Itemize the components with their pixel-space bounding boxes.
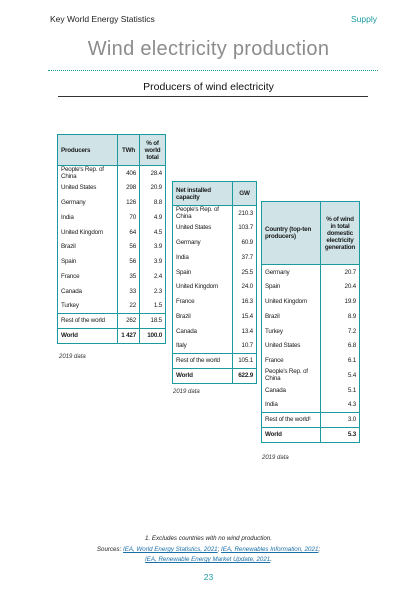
row-value: 126 bbox=[118, 195, 140, 210]
row-label: Germany bbox=[176, 238, 201, 246]
producers-table-body bbox=[58, 166, 166, 344]
world-total-row bbox=[262, 427, 360, 442]
row-value: 70 bbox=[118, 210, 140, 225]
table-row bbox=[262, 309, 360, 324]
table-row bbox=[262, 279, 360, 294]
table-row bbox=[58, 210, 166, 225]
row-label: World bbox=[173, 368, 233, 383]
row-value: 6.8 bbox=[321, 338, 360, 353]
table-row bbox=[58, 239, 166, 254]
sources-separator: ; bbox=[318, 546, 321, 553]
rest-of-world-row bbox=[262, 412, 360, 427]
row-value: 1.5 bbox=[140, 299, 166, 314]
table2-note: 2019 data bbox=[173, 389, 200, 395]
row-value: 25.5 bbox=[233, 265, 257, 280]
row-value: 5.1 bbox=[321, 383, 360, 398]
row-label: People's Rep. of China bbox=[176, 206, 219, 221]
row-label: Canada bbox=[176, 327, 197, 335]
row-value: 6.1 bbox=[321, 353, 360, 368]
gw-header: GW bbox=[233, 182, 257, 206]
row-value: 20.4 bbox=[321, 279, 360, 294]
row-value: 210.3 bbox=[233, 206, 257, 221]
row-label: Brazil bbox=[176, 312, 191, 320]
table1-note: 2019 data bbox=[59, 354, 86, 360]
world-total-row bbox=[58, 328, 166, 343]
table-row bbox=[262, 324, 360, 339]
row-value: 622.9 bbox=[233, 368, 257, 383]
row-label: India bbox=[176, 253, 189, 261]
row-label: Spain bbox=[176, 268, 192, 276]
row-value: 64 bbox=[118, 225, 140, 240]
row-label: Turkey bbox=[61, 302, 79, 310]
table-row bbox=[173, 309, 257, 324]
source-link-renewable-energy-market-update[interactable]: IEA, Renewable Energy Market Update, 2021 bbox=[145, 556, 271, 563]
row-value: 22 bbox=[118, 299, 140, 314]
table-row bbox=[173, 250, 257, 265]
table-row bbox=[262, 294, 360, 309]
row-value: 24.0 bbox=[233, 279, 257, 294]
row-value: 60.9 bbox=[233, 235, 257, 250]
table3-note: 2019 data bbox=[262, 455, 289, 461]
row-value: 20.9 bbox=[140, 180, 166, 195]
row-label: India bbox=[265, 401, 278, 409]
table-row bbox=[262, 353, 360, 368]
row-label: Rest of the world¹ bbox=[262, 412, 321, 427]
table-row bbox=[262, 338, 360, 353]
wind-share-header: % of wind in total domestic electricity generation bbox=[321, 202, 360, 265]
row-label: Spain bbox=[61, 258, 77, 266]
row-value: 7.2 bbox=[321, 324, 360, 339]
capacity-table bbox=[172, 181, 257, 384]
row-label: Canada bbox=[61, 287, 82, 295]
row-label: World bbox=[58, 328, 118, 343]
row-value: 20.7 bbox=[321, 265, 360, 280]
row-label: World bbox=[262, 427, 321, 442]
table-row bbox=[173, 294, 257, 309]
row-value: 56 bbox=[118, 239, 140, 254]
row-value: 33 bbox=[118, 284, 140, 299]
table-row bbox=[173, 206, 257, 221]
table-row bbox=[58, 180, 166, 195]
row-label: Germany bbox=[61, 198, 86, 206]
table-row bbox=[58, 299, 166, 314]
row-value: 13.4 bbox=[233, 324, 257, 339]
header-section-link[interactable]: Supply bbox=[351, 14, 377, 24]
row-label: Canada bbox=[265, 386, 286, 394]
row-value: 406 bbox=[118, 166, 140, 181]
producers-header: Producers bbox=[58, 135, 118, 166]
row-label: Turkey bbox=[265, 327, 283, 335]
subtitle-divider bbox=[58, 96, 368, 97]
country-header: Country (top-ten producers) bbox=[262, 202, 321, 265]
row-value: 8.8 bbox=[140, 195, 166, 210]
table-row bbox=[173, 220, 257, 235]
table-row bbox=[173, 279, 257, 294]
row-value: 262 bbox=[118, 313, 140, 328]
sources-end: . bbox=[270, 556, 272, 563]
row-label: United States bbox=[176, 224, 212, 232]
row-value: 15.4 bbox=[233, 309, 257, 324]
row-value: 100.0 bbox=[140, 328, 166, 343]
source-link-world-energy-statistics[interactable]: IEA, World Energy Statistics, 2021 bbox=[123, 546, 218, 553]
table-row bbox=[58, 269, 166, 284]
table-row bbox=[262, 368, 360, 383]
row-label: Italy bbox=[176, 342, 187, 350]
header-document-title: Key World Energy Statistics bbox=[50, 14, 155, 24]
row-value: 18.5 bbox=[140, 313, 166, 328]
row-label: People's Rep. of China bbox=[61, 166, 104, 181]
row-value: 8.9 bbox=[321, 309, 360, 324]
row-value: 3.0 bbox=[321, 412, 360, 427]
title-divider bbox=[48, 70, 378, 71]
row-value: 28.4 bbox=[140, 166, 166, 181]
sources-separator: ; bbox=[217, 546, 222, 553]
page-title: Wind electricity production bbox=[87, 38, 330, 60]
table-row bbox=[262, 398, 360, 413]
table-row bbox=[173, 265, 257, 280]
row-value: 298 bbox=[118, 180, 140, 195]
table-row bbox=[262, 265, 360, 280]
page-subtitle: Producers of wind electricity bbox=[143, 81, 274, 93]
row-value: 35 bbox=[118, 269, 140, 284]
table-row bbox=[58, 166, 166, 181]
twh-header: TWh bbox=[118, 135, 140, 166]
row-label: Rest of the world bbox=[173, 353, 233, 368]
row-value: 3.9 bbox=[140, 254, 166, 269]
capacity-header: Net installed capacity bbox=[173, 182, 233, 206]
wind-share-table-body bbox=[262, 265, 360, 443]
table-row bbox=[173, 324, 257, 339]
row-value: 16.3 bbox=[233, 294, 257, 309]
table-row bbox=[58, 284, 166, 299]
row-value: 5.3 bbox=[321, 427, 360, 442]
rest-of-world-row bbox=[173, 353, 257, 368]
row-value: 1 427 bbox=[118, 328, 140, 343]
footnote-1: 1. Excludes countries with no wind production. bbox=[145, 535, 272, 542]
row-value: 19.9 bbox=[321, 294, 360, 309]
row-value: 4.5 bbox=[140, 225, 166, 240]
row-value: 2.3 bbox=[140, 284, 166, 299]
row-label: People's Rep. of China bbox=[265, 368, 308, 383]
world-total-row bbox=[173, 368, 257, 383]
row-label: United Kingdom bbox=[176, 283, 219, 291]
row-label: United Kingdom bbox=[265, 297, 308, 305]
row-label: United States bbox=[61, 184, 97, 192]
row-label: United States bbox=[265, 342, 301, 350]
row-label: India bbox=[61, 213, 74, 221]
sources-line-2 bbox=[0, 556, 417, 563]
world-share-header: % of world total bbox=[140, 135, 166, 166]
table-row bbox=[262, 383, 360, 398]
row-value: 103.7 bbox=[233, 220, 257, 235]
sources-label: Sources: bbox=[96, 546, 124, 553]
table-row bbox=[58, 254, 166, 269]
row-label: France bbox=[265, 357, 284, 365]
row-value: 56 bbox=[118, 254, 140, 269]
row-value: 4.3 bbox=[321, 398, 360, 413]
row-value: 4.9 bbox=[140, 210, 166, 225]
row-label: United Kingdom bbox=[61, 228, 104, 236]
producers-table bbox=[57, 134, 166, 344]
table-row bbox=[58, 195, 166, 210]
source-link-renewables-information[interactable]: IEA, Renewables Information, 2021 bbox=[221, 546, 319, 553]
table-row bbox=[173, 235, 257, 250]
row-label: Germany bbox=[265, 268, 290, 276]
table-row bbox=[173, 339, 257, 354]
sources-line bbox=[0, 546, 417, 553]
row-value: 5.4 bbox=[321, 368, 360, 383]
capacity-table-body bbox=[173, 206, 257, 384]
table-row bbox=[58, 225, 166, 240]
row-label: Brazil bbox=[61, 243, 76, 251]
row-label: Brazil bbox=[265, 312, 280, 320]
row-value: 2.4 bbox=[140, 269, 166, 284]
row-label: Rest of the world bbox=[58, 313, 118, 328]
page-number: 23 bbox=[203, 572, 214, 582]
row-value: 3.9 bbox=[140, 239, 166, 254]
row-label: Spain bbox=[265, 283, 281, 291]
rest-of-world-row bbox=[58, 313, 166, 328]
row-label: France bbox=[61, 272, 80, 280]
row-value: 10.7 bbox=[233, 339, 257, 354]
wind-share-table bbox=[261, 201, 360, 443]
row-label: France bbox=[176, 298, 195, 306]
row-value: 37.7 bbox=[233, 250, 257, 265]
row-value: 105.1 bbox=[233, 353, 257, 368]
